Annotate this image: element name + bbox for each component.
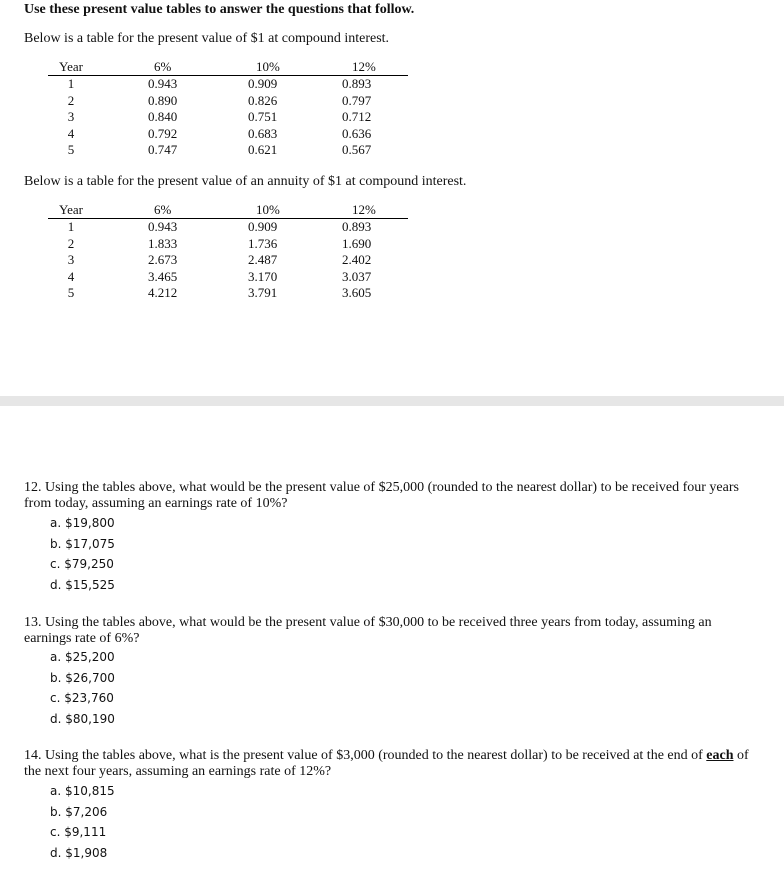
table-row bbox=[48, 219, 408, 236]
answer-option[interactable]: a. $19,800 bbox=[50, 516, 115, 530]
value-cell: 0.826 bbox=[248, 92, 278, 108]
value-cell: 0.751 bbox=[248, 109, 278, 124]
question-14-options bbox=[50, 781, 115, 863]
question-14-emphasis: each bbox=[706, 748, 734, 763]
question-12: 12. Using the tables above, what would be the present value of $25,000 (rounded to the nearest dollar) to be received four years from today, assuming an earnings rate of 10%? bbox=[24, 480, 739, 511]
year-cell: 1 bbox=[67, 76, 75, 91]
value-cell: 0.943 bbox=[148, 76, 178, 91]
value-cell: 3.037 bbox=[342, 268, 372, 284]
answer-option[interactable]: c. $9,111 bbox=[50, 825, 107, 839]
answer-option[interactable]: d. $80,190 bbox=[50, 711, 115, 726]
answer-option[interactable]: b. $7,206 bbox=[50, 804, 108, 819]
column-header: 12% bbox=[352, 59, 376, 74]
table-row bbox=[48, 142, 408, 159]
year-cell: 2 bbox=[67, 92, 75, 108]
value-cell: 2.673 bbox=[148, 252, 178, 267]
year-cell: 4 bbox=[67, 268, 75, 284]
value-cell: 0.909 bbox=[248, 219, 278, 234]
value-cell: 0.621 bbox=[248, 142, 278, 157]
table-header-row bbox=[48, 59, 408, 76]
question-14 bbox=[24, 748, 754, 780]
column-header: 12% bbox=[352, 202, 376, 217]
answer-option[interactable]: d. $1,908 bbox=[50, 845, 108, 860]
year-cell: 5 bbox=[67, 142, 75, 157]
value-cell: 2.402 bbox=[342, 252, 372, 267]
value-cell: 0.747 bbox=[148, 142, 178, 157]
year-cell: 2 bbox=[67, 235, 75, 251]
pv-table bbox=[48, 59, 408, 159]
value-cell: 3.605 bbox=[342, 285, 372, 300]
value-cell: 0.567 bbox=[342, 142, 372, 157]
answer-option[interactable]: b. $17,075 bbox=[50, 536, 115, 551]
value-cell: 0.943 bbox=[148, 219, 178, 234]
value-cell: 0.909 bbox=[248, 76, 278, 91]
table-row bbox=[48, 109, 408, 126]
question-14-text-start: 14. Using the tables above, what is the present value of $3,000 (rounded to the nearest dollar) to be received at the end of bbox=[24, 748, 703, 763]
value-cell: 0.712 bbox=[342, 109, 372, 124]
value-cell: 2.487 bbox=[248, 252, 278, 267]
value-cell: 0.890 bbox=[148, 92, 178, 108]
column-header: Year bbox=[48, 59, 94, 76]
value-cell: 0.893 bbox=[342, 76, 372, 91]
table2-caption: Below is a table for the present value of an annuity of $1 at compound interest. bbox=[24, 174, 467, 189]
value-cell: 1.736 bbox=[248, 235, 278, 251]
section-divider bbox=[0, 396, 784, 406]
value-cell: 0.893 bbox=[342, 219, 372, 234]
answer-option[interactable]: a. $25,200 bbox=[50, 650, 115, 664]
value-cell: 1.690 bbox=[342, 235, 372, 251]
answer-option[interactable]: d. $15,525 bbox=[50, 577, 115, 592]
column-header: Year bbox=[48, 202, 94, 219]
answer-option[interactable]: a. $10,815 bbox=[50, 784, 115, 798]
year-cell: 4 bbox=[67, 125, 75, 141]
answer-option[interactable]: c. $23,760 bbox=[50, 691, 114, 705]
question-14-text-end: of the next four years, assuming an earnings rate of 12%? bbox=[24, 748, 749, 779]
question-12-options bbox=[50, 513, 115, 595]
table-row bbox=[48, 93, 408, 110]
table-header-row bbox=[48, 202, 408, 219]
column-header: 10% bbox=[256, 59, 280, 74]
value-cell: 0.683 bbox=[248, 125, 278, 141]
year-cell: 5 bbox=[67, 285, 75, 300]
value-cell: 3.791 bbox=[248, 285, 278, 300]
year-cell: 3 bbox=[67, 109, 75, 124]
table-row bbox=[48, 285, 408, 302]
column-header: 6% bbox=[154, 59, 172, 74]
answer-option[interactable]: b. $26,700 bbox=[50, 670, 115, 685]
value-cell: 4.212 bbox=[148, 285, 178, 300]
year-cell: 3 bbox=[67, 252, 75, 267]
table-row bbox=[48, 126, 408, 143]
year-cell: 1 bbox=[67, 219, 75, 234]
annuity-table bbox=[48, 202, 408, 302]
table-row bbox=[48, 76, 408, 93]
column-header: 6% bbox=[154, 202, 172, 217]
table-row bbox=[48, 252, 408, 269]
value-cell: 0.636 bbox=[342, 125, 372, 141]
question-13: 13. Using the tables above, what would be the present value of $30,000 to be received three years from today, assuming an earnings rate of 6%? bbox=[24, 615, 712, 646]
table1-caption: Below is a table for the present value of $1 at compound interest. bbox=[24, 31, 390, 46]
value-cell: 3.170 bbox=[248, 268, 278, 284]
column-header: 10% bbox=[256, 202, 280, 217]
answer-option[interactable]: c. $79,250 bbox=[50, 557, 114, 571]
table-row bbox=[48, 236, 408, 253]
value-cell: 3.465 bbox=[148, 268, 178, 284]
value-cell: 0.840 bbox=[148, 109, 178, 124]
value-cell: 1.833 bbox=[148, 235, 178, 251]
table-row bbox=[48, 269, 408, 286]
question-13-options bbox=[50, 647, 115, 729]
value-cell: 0.792 bbox=[148, 125, 178, 141]
value-cell: 0.797 bbox=[342, 92, 372, 108]
page-heading: Use these present value tables to answer the questions that follow. bbox=[24, 2, 415, 17]
